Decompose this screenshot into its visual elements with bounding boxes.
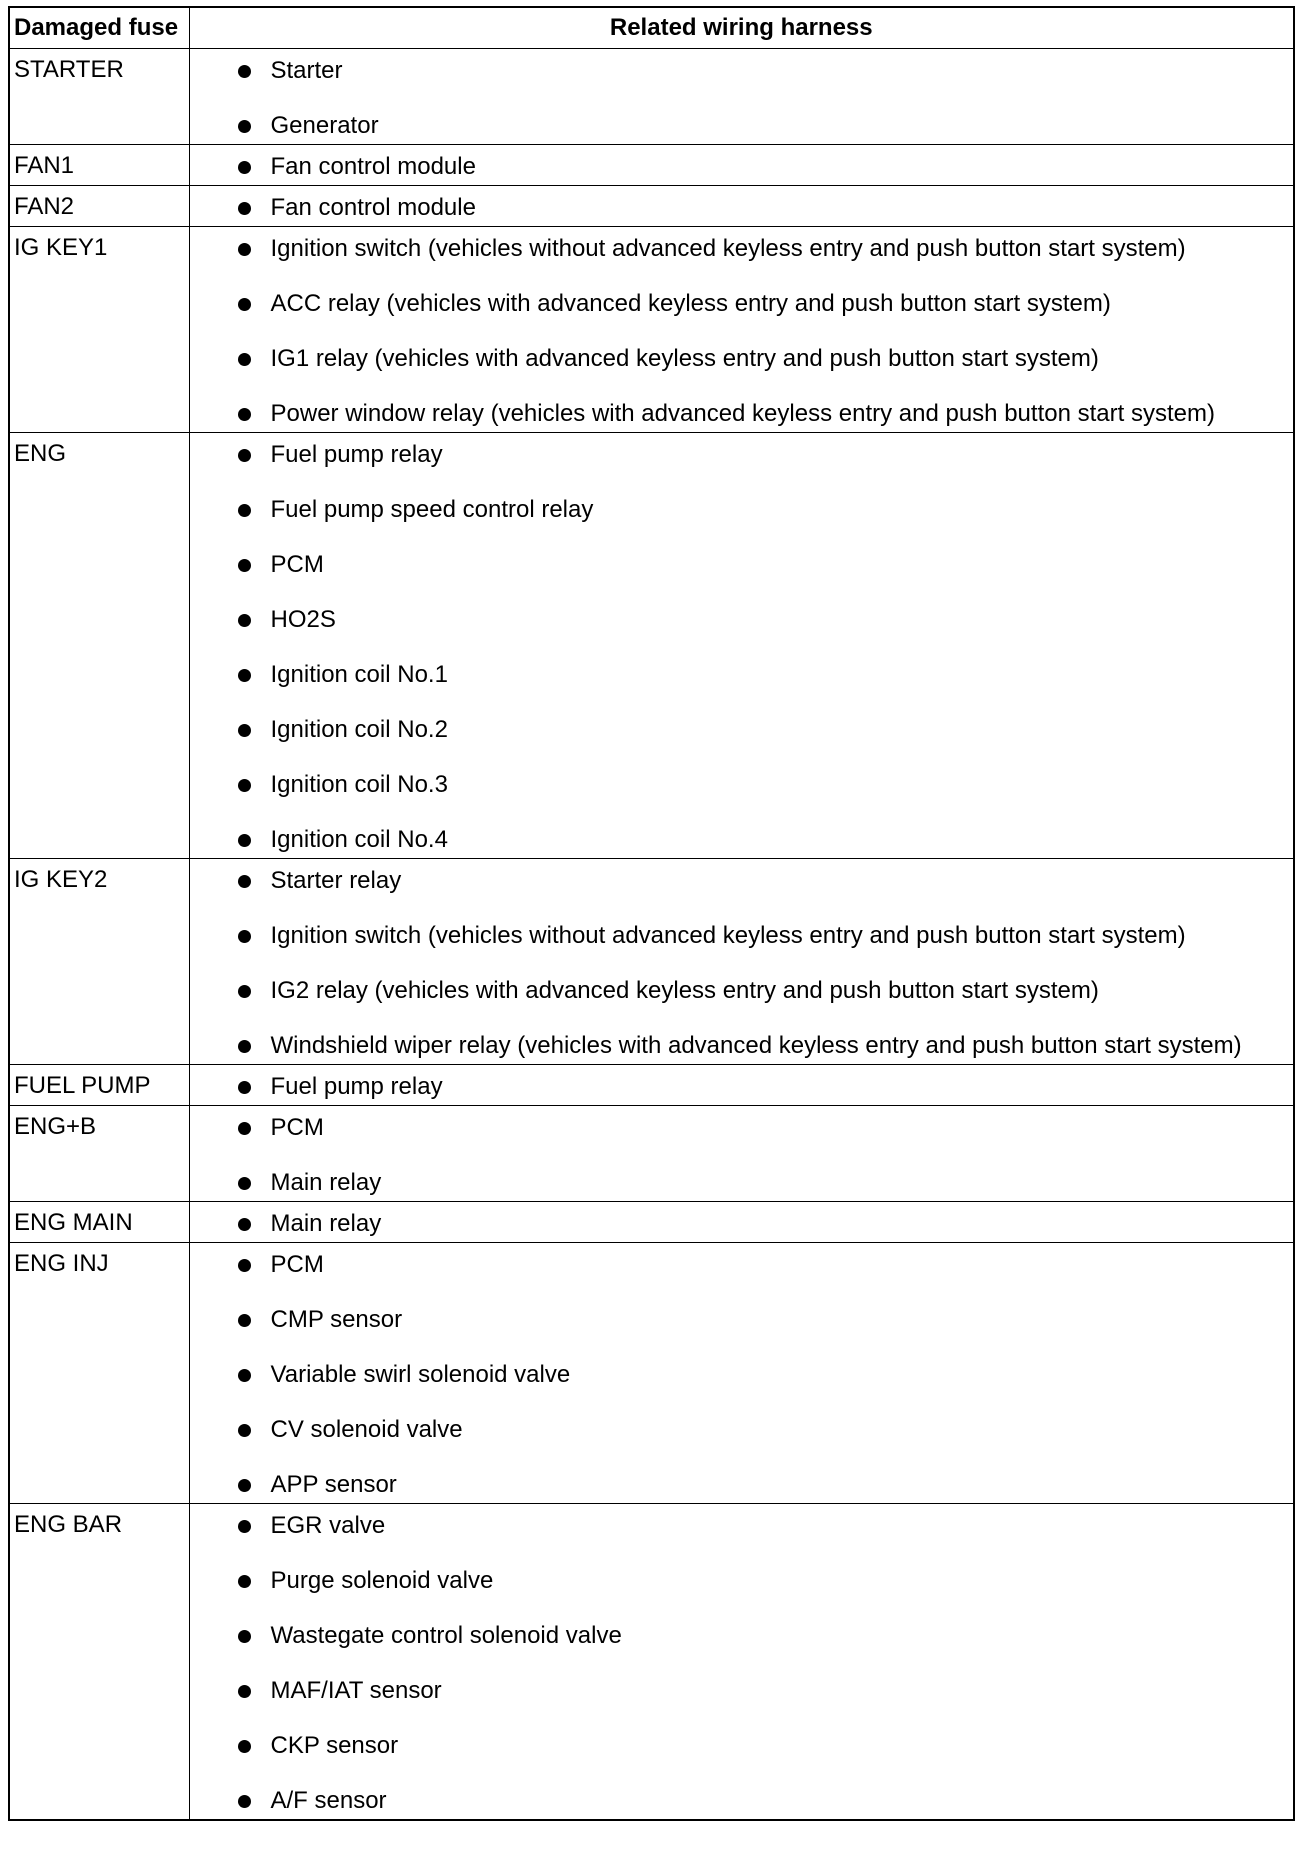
list-item — [190, 922, 1294, 950]
bullet-icon — [238, 408, 251, 421]
list-item — [190, 716, 1294, 744]
bullet-icon — [238, 353, 251, 366]
list-item — [190, 1251, 1294, 1279]
bullet-icon — [238, 1177, 251, 1190]
harness-cell — [189, 1202, 1294, 1243]
bullet-icon — [238, 1685, 251, 1698]
harness-list — [190, 57, 1294, 140]
harness-item-text: Main relay — [270, 1210, 382, 1237]
harness-list — [190, 194, 1294, 222]
bullet-icon — [238, 1424, 251, 1437]
harness-list — [190, 1251, 1294, 1499]
harness-list — [190, 235, 1294, 428]
harness-list — [190, 1073, 1294, 1101]
table-row — [9, 1106, 1294, 1202]
list-item — [190, 1787, 1294, 1815]
list-item — [190, 345, 1294, 373]
fuse-name-cell: STARTER — [9, 49, 189, 145]
table-header-row — [9, 7, 1294, 49]
header-related-wiring-harness: Related wiring harness — [189, 7, 1294, 49]
bullet-icon — [238, 1575, 251, 1588]
list-item — [190, 1210, 1294, 1238]
list-item — [190, 290, 1294, 318]
table-row — [9, 1202, 1294, 1243]
harness-item-text: Wastegate control solenoid valve — [270, 1622, 622, 1649]
harness-item-text: APP sensor — [270, 1471, 397, 1498]
bullet-icon — [238, 243, 251, 256]
fuse-name-cell: ENG+B — [9, 1106, 189, 1202]
list-item — [190, 235, 1294, 263]
bullet-icon — [238, 559, 251, 572]
bullet-icon — [238, 985, 251, 998]
harness-item-text: Ignition coil No.3 — [270, 771, 448, 798]
bullet-icon — [238, 1259, 251, 1272]
list-item — [190, 1512, 1294, 1540]
harness-item-text: EGR valve — [270, 1512, 386, 1539]
bullet-icon — [238, 65, 251, 78]
bullet-icon — [238, 449, 251, 462]
list-item — [190, 496, 1294, 524]
harness-item-text: HO2S — [270, 606, 336, 633]
harness-cell — [189, 1065, 1294, 1106]
harness-item-text: Starter — [270, 57, 343, 84]
harness-item-text: Ignition coil No.2 — [270, 716, 448, 743]
harness-list — [190, 1512, 1294, 1815]
list-item — [190, 1471, 1294, 1499]
table-row — [9, 145, 1294, 186]
header-damaged-fuse: Damaged fuse — [9, 7, 189, 49]
harness-item-text: Ignition switch (vehicles without advanced keyless entry and push button start system) — [270, 922, 1186, 949]
list-item — [190, 606, 1294, 634]
list-item — [190, 1732, 1294, 1760]
harness-item-text: PCM — [270, 1251, 324, 1278]
bullet-icon — [238, 1795, 251, 1808]
harness-cell — [189, 186, 1294, 227]
fuse-name-cell: FAN1 — [9, 145, 189, 186]
harness-item-text: Fan control module — [270, 194, 476, 221]
harness-cell — [189, 1243, 1294, 1504]
harness-cell — [189, 1106, 1294, 1202]
table-row — [9, 227, 1294, 433]
harness-item-text: PCM — [270, 1114, 324, 1141]
table-body — [9, 49, 1294, 1821]
list-item — [190, 826, 1294, 854]
list-item — [190, 1567, 1294, 1595]
table-row — [9, 1243, 1294, 1504]
table-row — [9, 186, 1294, 227]
fuse-name-cell: FAN2 — [9, 186, 189, 227]
harness-item-text: CKP sensor — [270, 1732, 399, 1759]
table-row — [9, 433, 1294, 859]
harness-list — [190, 867, 1294, 1060]
fuse-name-cell: ENG MAIN — [9, 1202, 189, 1243]
harness-cell — [189, 145, 1294, 186]
bullet-icon — [238, 298, 251, 311]
harness-item-text: Variable swirl solenoid valve — [270, 1361, 571, 1388]
bullet-icon — [238, 1040, 251, 1053]
list-item — [190, 551, 1294, 579]
list-item — [190, 1073, 1294, 1101]
list-item — [190, 867, 1294, 895]
bullet-icon — [238, 1122, 251, 1135]
list-item — [190, 771, 1294, 799]
list-item — [190, 112, 1294, 140]
bullet-icon — [238, 1081, 251, 1094]
harness-item-text: Fuel pump speed control relay — [270, 496, 594, 523]
harness-list — [190, 441, 1294, 854]
bullet-icon — [238, 1630, 251, 1643]
list-item — [190, 1361, 1294, 1389]
list-item — [190, 1677, 1294, 1705]
bullet-icon — [238, 1520, 251, 1533]
bullet-icon — [238, 504, 251, 517]
list-item — [190, 57, 1294, 85]
list-item — [190, 1416, 1294, 1444]
list-item — [190, 1032, 1294, 1060]
harness-item-text: PCM — [270, 551, 324, 578]
harness-list — [190, 153, 1294, 181]
bullet-icon — [238, 779, 251, 792]
fuse-name-cell: ENG BAR — [9, 1504, 189, 1821]
bullet-icon — [238, 669, 251, 682]
bullet-icon — [238, 1479, 251, 1492]
harness-item-text: MAF/IAT sensor — [270, 1677, 442, 1704]
harness-item-text: CMP sensor — [270, 1306, 403, 1333]
harness-cell — [189, 49, 1294, 145]
harness-item-text: Power window relay (vehicles with advanced keyless entry and push button start system) — [270, 400, 1215, 427]
table-row — [9, 859, 1294, 1065]
harness-cell — [189, 1504, 1294, 1821]
list-item — [190, 661, 1294, 689]
harness-item-text: Fuel pump relay — [270, 441, 443, 468]
harness-item-text: IG2 relay (vehicles with advanced keyless entry and push button start system) — [270, 977, 1099, 1004]
harness-item-text: Fuel pump relay — [270, 1073, 443, 1100]
bullet-icon — [238, 614, 251, 627]
bullet-icon — [238, 875, 251, 888]
bullet-icon — [238, 834, 251, 847]
list-item — [190, 1622, 1294, 1650]
list-item — [190, 153, 1294, 181]
bullet-icon — [238, 930, 251, 943]
harness-item-text: Fan control module — [270, 153, 476, 180]
fuse-name-cell: FUEL PUMP — [9, 1065, 189, 1106]
harness-item-text: CV solenoid valve — [270, 1416, 463, 1443]
list-item — [190, 1114, 1294, 1142]
bullet-icon — [238, 724, 251, 737]
harness-item-text: Purge solenoid valve — [270, 1567, 494, 1594]
harness-cell — [189, 859, 1294, 1065]
list-item — [190, 400, 1294, 428]
bullet-icon — [238, 1740, 251, 1753]
bullet-icon — [238, 1314, 251, 1327]
harness-cell — [189, 227, 1294, 433]
harness-item-text: Ignition coil No.1 — [270, 661, 448, 688]
list-item — [190, 1306, 1294, 1334]
bullet-icon — [238, 202, 251, 215]
harness-item-text: Ignition coil No.4 — [270, 826, 448, 853]
harness-item-text: Main relay — [270, 1169, 382, 1196]
table-row — [9, 49, 1294, 145]
fuse-name-cell: ENG — [9, 433, 189, 859]
harness-cell — [189, 433, 1294, 859]
bullet-icon — [238, 161, 251, 174]
list-item — [190, 441, 1294, 469]
fuse-name-cell: IG KEY2 — [9, 859, 189, 1065]
harness-item-text: Generator — [270, 112, 379, 139]
harness-list — [190, 1114, 1294, 1197]
harness-item-text: Starter relay — [270, 867, 402, 894]
fuse-harness-table — [8, 6, 1295, 1821]
bullet-icon — [238, 120, 251, 133]
harness-list — [190, 1210, 1294, 1238]
bullet-icon — [238, 1218, 251, 1231]
bullet-icon — [238, 1369, 251, 1382]
harness-item-text: A/F sensor — [270, 1787, 387, 1814]
harness-item-text: Ignition switch (vehicles without advanced keyless entry and push button start system) — [270, 235, 1186, 262]
table-row — [9, 1065, 1294, 1106]
fuse-name-cell: IG KEY1 — [9, 227, 189, 433]
list-item — [190, 194, 1294, 222]
list-item — [190, 1169, 1294, 1197]
table-row — [9, 1504, 1294, 1821]
harness-item-text: ACC relay (vehicles with advanced keyless entry and push button start system) — [270, 290, 1111, 317]
fuse-name-cell: ENG INJ — [9, 1243, 189, 1504]
harness-item-text: IG1 relay (vehicles with advanced keyless entry and push button start system) — [270, 345, 1099, 372]
harness-item-text: Windshield wiper relay (vehicles with advanced keyless entry and push button start system) — [270, 1032, 1242, 1059]
list-item — [190, 977, 1294, 1005]
